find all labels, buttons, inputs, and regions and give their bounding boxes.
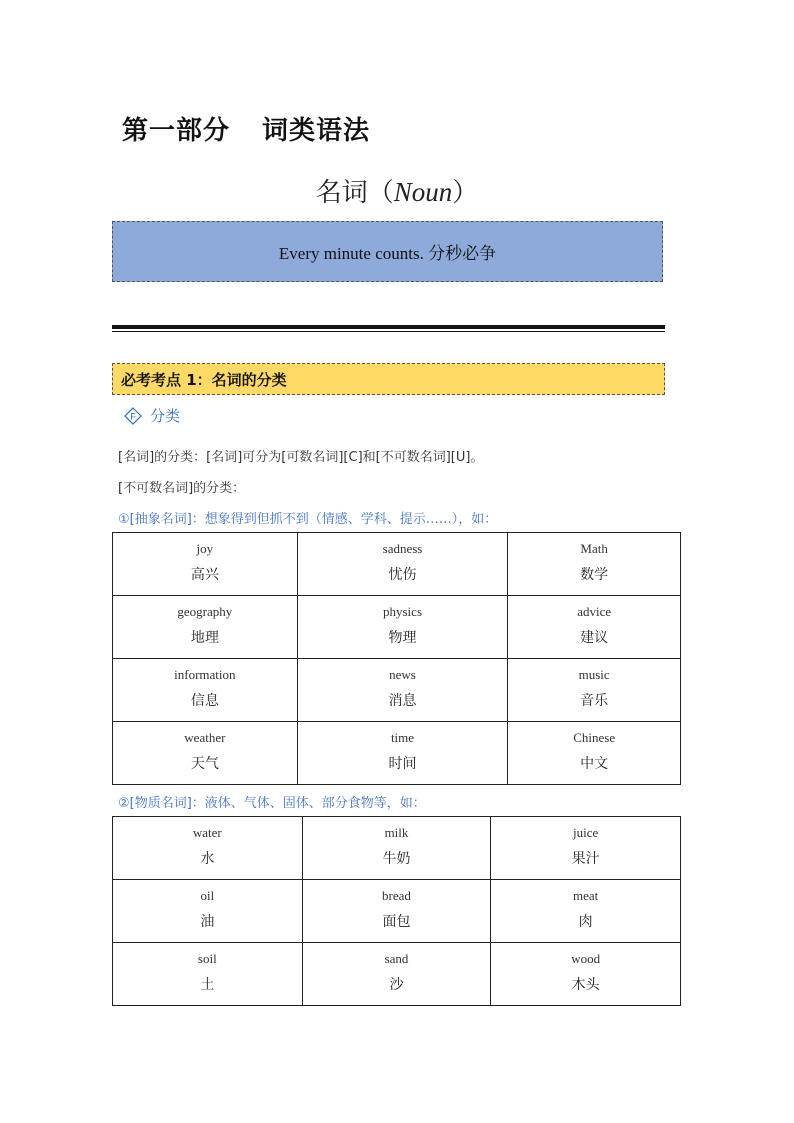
uncountable-line: [不可数名词]的分类：: [118, 481, 246, 496]
table-row: [113, 817, 681, 880]
word-zh: 物理: [388, 630, 417, 646]
table-row: [113, 722, 681, 785]
word-cell: [113, 943, 303, 1006]
word-cell: [508, 659, 681, 722]
abstract-noun-line: ①[抽象名词]：想象得到但抓不到（情感、学科、提示……），如：: [118, 512, 498, 527]
word-cell: [113, 722, 298, 785]
word-cell: [302, 943, 491, 1006]
word-zh: 地理: [190, 630, 219, 646]
category-heading: [124, 405, 180, 426]
table-row: [113, 533, 681, 596]
divider-thin: [112, 331, 665, 332]
word-cell: [491, 943, 681, 1006]
table-row: [113, 943, 681, 1006]
table-row: [113, 880, 681, 943]
word-zh: 土: [200, 977, 215, 993]
word-cell: [113, 533, 298, 596]
abstract-noun-table: [112, 532, 681, 785]
word-en: music: [578, 667, 610, 682]
f-diamond-icon: [124, 407, 142, 425]
word-en: advice: [577, 604, 612, 619]
noun-title-en: Noun: [393, 177, 453, 207]
word-zh: 信息: [190, 693, 219, 709]
word-zh: 音乐: [580, 693, 609, 709]
word-cell: [113, 596, 298, 659]
word-en: water: [192, 825, 222, 840]
word-cell: [113, 659, 298, 722]
part-title: [122, 110, 370, 147]
word-en: geography: [177, 604, 233, 619]
classification-line: [名词]的分类：[名词]可分为[可数名词][C]和[不可数名词][U]。: [118, 450, 484, 465]
word-cell: [297, 533, 508, 596]
category-label: 分类: [150, 407, 181, 425]
word-en: joy: [196, 541, 214, 556]
material-noun-line: ②[物质名词]：液体、气体、固体、部分食物等，如：: [118, 796, 426, 811]
word-en: news: [389, 667, 416, 682]
section-heading: [112, 363, 665, 395]
word-zh: 中文: [580, 756, 609, 772]
noun-title: [0, 172, 794, 209]
word-zh: 数学: [580, 567, 609, 583]
motto-text: Every minute counts. 分秒必争: [278, 244, 497, 263]
word-en: oil: [200, 888, 215, 903]
word-en: sand: [384, 951, 409, 966]
word-zh: 忧伤: [388, 567, 417, 583]
table-row: [113, 659, 681, 722]
word-en: meat: [573, 888, 599, 903]
word-zh: 沙: [389, 977, 404, 993]
word-en: time: [390, 730, 415, 745]
word-zh: 油: [200, 914, 215, 930]
word-zh: 天气: [190, 756, 219, 772]
word-cell: [297, 596, 508, 659]
word-cell: [491, 817, 681, 880]
word-cell: [297, 722, 508, 785]
word-en: soil: [197, 951, 217, 966]
word-en: sadness: [382, 541, 423, 556]
word-en: milk: [384, 825, 409, 840]
word-zh: 消息: [388, 693, 417, 709]
table-row: [113, 596, 681, 659]
word-zh: 果汁: [571, 851, 600, 867]
word-en: Chinese: [573, 730, 616, 745]
word-cell: [508, 533, 681, 596]
word-zh: 建议: [580, 630, 609, 646]
material-noun-table: [112, 816, 681, 1006]
word-cell: [302, 817, 491, 880]
f-diamond-letter: F: [130, 411, 136, 421]
motto-box: [112, 221, 663, 282]
divider-thick: [112, 325, 665, 329]
word-cell: [508, 722, 681, 785]
word-cell: [297, 659, 508, 722]
word-cell: [113, 817, 303, 880]
word-en: weather: [184, 730, 226, 745]
word-en: information: [174, 667, 236, 682]
word-cell: [302, 880, 491, 943]
noun-title-close: ）: [452, 178, 479, 208]
word-zh: 牛奶: [382, 851, 411, 867]
word-zh: 水: [200, 851, 215, 867]
section-heading-text: 必考考点 1：名词的分类: [121, 370, 287, 389]
word-cell: [491, 880, 681, 943]
noun-title-zh: 名词（: [315, 178, 394, 208]
word-zh: 肉: [578, 914, 593, 930]
word-en: juice: [573, 825, 599, 840]
word-zh: 木头: [571, 977, 600, 993]
word-cell: [508, 596, 681, 659]
word-en: bread: [382, 888, 411, 903]
word-cell: [113, 880, 303, 943]
word-zh: 高兴: [190, 567, 219, 583]
word-en: Math: [580, 541, 608, 556]
topic-label: 词类语法: [262, 116, 371, 146]
word-zh: 时间: [388, 756, 417, 772]
word-zh: 面包: [382, 914, 411, 930]
part-label: 第一部分: [122, 116, 231, 146]
word-en: physics: [383, 604, 422, 619]
word-en: wood: [571, 951, 601, 966]
